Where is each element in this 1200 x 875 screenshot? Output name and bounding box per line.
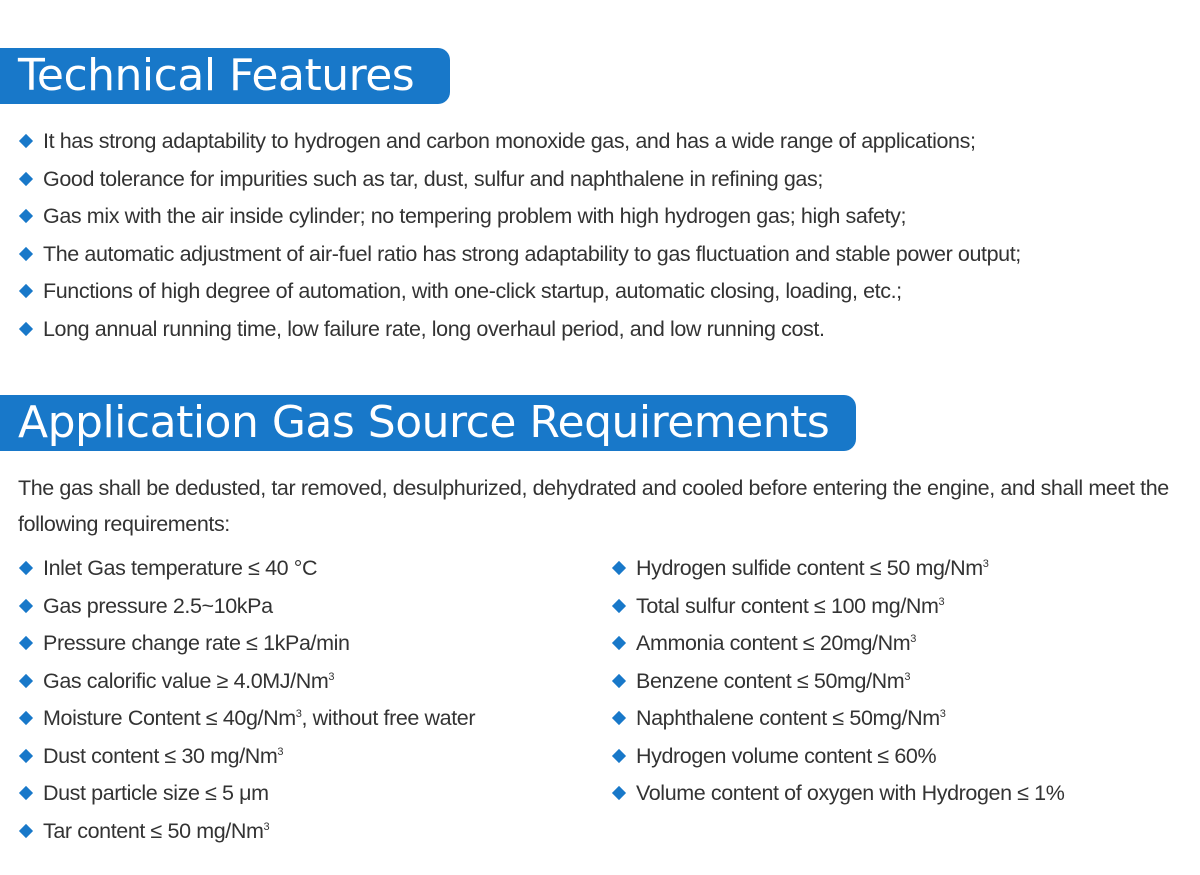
diamond-bullet-icon: [19, 561, 33, 575]
list-item-text: Dust content ≤ 30 mg/Nm: [43, 743, 278, 768]
list-item: [18, 311, 1021, 349]
list-item-text: Gas calorific value ≥ 4.0MJ/Nm: [43, 668, 329, 693]
diamond-bullet-icon: [19, 636, 33, 650]
list-item: [18, 161, 1021, 199]
list-item-text: Naphthalene content ≤ 50mg/Nm: [636, 706, 940, 730]
list-item: [18, 700, 475, 738]
list-item: [611, 663, 1064, 701]
list-item-text: Benzene content ≤ 50mg/Nm: [636, 668, 905, 693]
superscript: 3: [982, 558, 989, 570]
list-item: [18, 198, 1021, 236]
list-item-text: Volume content of oxygen with Hydrogen ≤ 1%: [636, 781, 1065, 805]
list-item: [18, 123, 1021, 161]
list-item: [611, 738, 1064, 776]
diamond-bullet-icon: [19, 171, 33, 185]
technical-features-heading: Technical Features: [0, 48, 450, 104]
diamond-bullet-icon: [19, 246, 33, 260]
diamond-bullet-icon: [19, 209, 33, 223]
diamond-bullet-icon: [19, 284, 33, 298]
list-item: [18, 663, 475, 701]
requirements-list-left: [18, 550, 475, 850]
diamond-bullet-icon: [612, 673, 626, 687]
list-item: [18, 550, 475, 588]
diamond-bullet-icon: [19, 598, 33, 612]
list-item-text: Hydrogen volume content ≤ 60%: [636, 743, 937, 768]
list-item-text: Moisture Content ≤ 40g/Nm: [43, 706, 296, 730]
list-item: [18, 236, 1021, 274]
list-item-text: Inlet Gas temperature ≤ 40 °C: [43, 556, 318, 580]
diamond-bullet-icon: [19, 748, 33, 762]
diamond-bullet-icon: [19, 673, 33, 687]
list-item-text: Functions of high degree of automation, with one-click startup, automatic closing, loading, etc.;: [43, 279, 902, 303]
list-item-text: Hydrogen sulfide content ≤ 50 mg/Nm: [636, 556, 983, 580]
list-item: [611, 775, 1064, 813]
list-item-text: Long annual running time, low failure rate, long overhaul period, and low running cost.: [43, 316, 825, 341]
features-list: [18, 123, 1021, 348]
requirements-intro: The gas shall be dedusted, tar removed, desulphurized, dehydrated and cooled before entering the engine, and shall meet the following requirements:: [18, 476, 1169, 536]
diamond-bullet-icon: [612, 711, 626, 725]
list-item-text: Total sulfur content ≤ 100 mg/Nm: [636, 593, 939, 618]
diamond-bullet-icon: [19, 134, 33, 148]
superscript: 3: [295, 708, 302, 720]
diamond-bullet-icon: [19, 711, 33, 725]
superscript: 3: [904, 670, 911, 683]
diamond-bullet-icon: [612, 748, 626, 762]
list-item: [611, 700, 1064, 738]
list-item-text: Gas pressure 2.5~10kPa: [43, 593, 273, 618]
list-item-text: Good tolerance for impurities such as tar, dust, sulfur and naphthalene in refining gas;: [43, 166, 823, 191]
list-item: [18, 588, 475, 626]
list-item: [611, 588, 1064, 626]
requirements-list-right: [611, 550, 1064, 813]
superscript: 3: [910, 633, 916, 645]
list-item: [18, 625, 475, 663]
superscript: 3: [263, 820, 270, 833]
list-item-text: Dust particle size ≤ 5 μm: [43, 781, 269, 805]
gas-requirements-heading: Application Gas Source Requirements: [0, 395, 856, 451]
list-item: [18, 273, 1021, 311]
list-item: [18, 813, 475, 851]
list-item: [18, 738, 475, 776]
superscript: 3: [939, 708, 946, 720]
diamond-bullet-icon: [612, 598, 626, 612]
list-item: [18, 775, 475, 813]
list-item-text: Pressure change rate ≤ 1kPa/min: [43, 631, 350, 655]
list-item-text-suffix: , without free water: [301, 706, 476, 730]
superscript: 3: [938, 595, 945, 608]
list-item-text: It has strong adaptability to hydrogen and carbon monoxide gas, and has a wide range of applications;: [43, 129, 976, 153]
diamond-bullet-icon: [19, 823, 33, 837]
list-item-text: The automatic adjustment of air-fuel ratio has strong adaptability to gas fluctuation and stable power output;: [43, 241, 1021, 266]
list-item: [611, 625, 1064, 663]
diamond-bullet-icon: [19, 321, 33, 335]
diamond-bullet-icon: [612, 561, 626, 575]
superscript: 3: [277, 745, 284, 758]
list-item-text: Gas mix with the air inside cylinder; no tempering problem with high hydrogen gas; high safety;: [43, 204, 907, 228]
diamond-bullet-icon: [19, 786, 33, 800]
diamond-bullet-icon: [612, 786, 626, 800]
superscript: 3: [328, 670, 335, 683]
list-item-text: Ammonia content ≤ 20mg/Nm: [636, 631, 911, 655]
list-item: [611, 550, 1064, 588]
list-item-text: Tar content ≤ 50 mg/Nm: [43, 818, 264, 843]
diamond-bullet-icon: [612, 636, 626, 650]
